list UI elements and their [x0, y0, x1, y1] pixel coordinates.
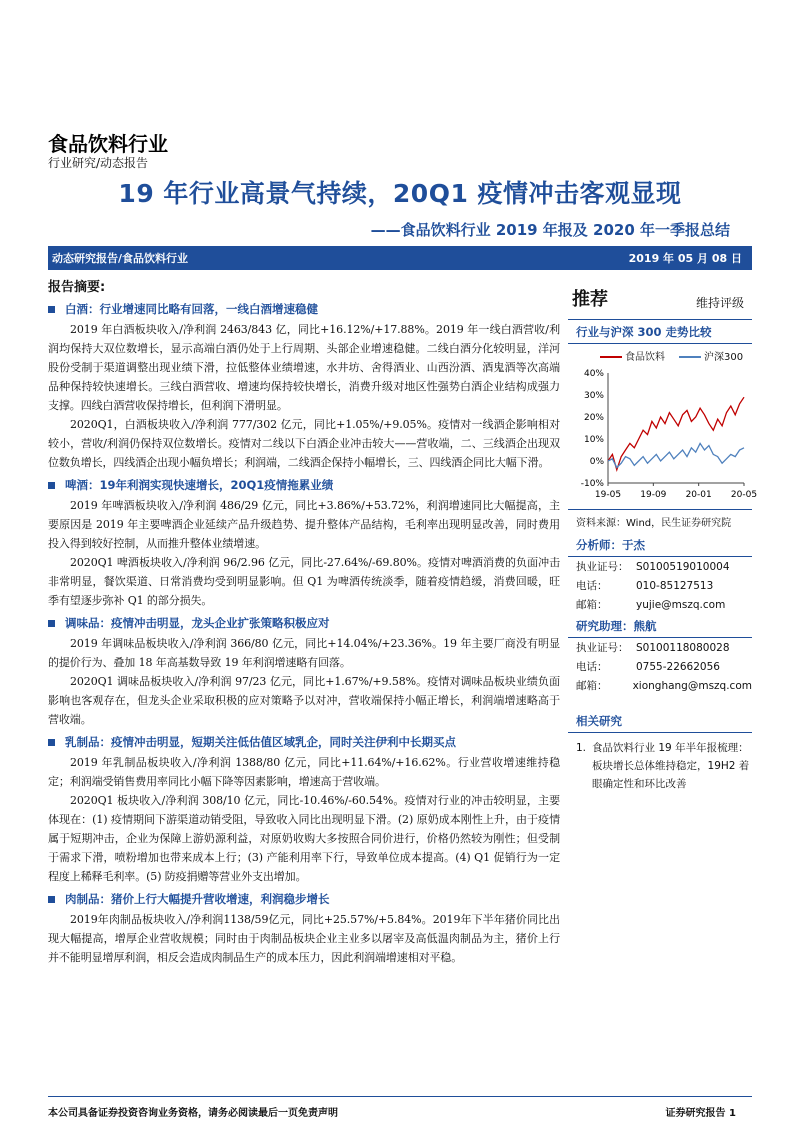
- series-line-0: [608, 397, 744, 470]
- info-row: [568, 595, 752, 614]
- section-heading-text: 乳制品：疫情冲击明显，短期关注低估值区域乳企，同时关注伊利中长期买点: [65, 735, 456, 749]
- info-value: 010-85127513: [636, 579, 714, 592]
- section-heading-text: 肉制品：猪价上行大幅提升营收增速，利润稳步增长: [65, 892, 330, 906]
- info-key: 邮箱：: [576, 599, 608, 611]
- rating-label: 推荐: [572, 289, 608, 310]
- header-band: [48, 246, 752, 270]
- chart-wrap: [568, 344, 758, 507]
- footer-disclaimer: 本公司具备证券投资咨询业务资格，请务必阅读最后一页免责声明: [48, 1108, 338, 1119]
- sidebar: [568, 276, 758, 793]
- legend-item-hs300: [679, 348, 743, 363]
- analyst-info: [568, 557, 752, 614]
- info-value: S0100519010004: [636, 560, 730, 573]
- info-key: 执业证号：: [576, 642, 629, 654]
- section-heading: [48, 477, 560, 493]
- y-tick-label: 20%: [583, 413, 604, 423]
- bullet-icon: [48, 739, 55, 746]
- footer-page: 证券研究报告 1: [665, 1108, 736, 1119]
- section-paragraph: 2019 年乳制品板块收入/净利润 1388/80 亿元，同比+11.64%/+16.62%。行业营收增速维持稳定；利润端受销售费用率同比小幅下降等因素影响，增速高于营收端。: [48, 756, 560, 788]
- section-heading-text: 调味品：疫情冲击明显，龙头企业扩张策略积极应对: [65, 616, 330, 630]
- section-paragraph: 2020Q1 啤酒板块收入/净利润 96/2.96 亿元，同比-27.64%/-69.80%。疫情对啤酒消费的负面冲击非常明显，餐饮渠道、日常消费均受到明显影响。但 Q1 为啤酒传统淡季，随着疫情趋缓，消费回暖，旺季有望逐步弥补 Q1 的部分损失。: [48, 556, 560, 607]
- trend-chart: [568, 363, 758, 503]
- legend-label: 食品饮料: [625, 352, 665, 363]
- info-row: [568, 676, 752, 695]
- section-heading: [48, 891, 560, 907]
- section-paragraph: 2019 年白酒板块收入/净利润 2463/843 亿，同比+16.12%/+17.88%。2019 年一线白酒营收/利润均保持大双位数增长，显示高端白酒仍处于上行周期、头部企业增速稳健。二线白酒分化较明显，洋河股份受制于渠道调整出现业绩下滑，拉低整体业绩增速，水井坊、舍得酒业、山西汾酒、酒鬼酒等次高端品种保持较快速增长。三线白酒营收、增速均保持较快增长，消费升级对地区性强势白酒企业结构成强力支撑。四线白酒营收保持增长，但利润下滑明显。: [48, 323, 560, 412]
- sections-container: [48, 301, 560, 967]
- bullet-icon: [48, 620, 55, 627]
- info-row: [568, 638, 752, 657]
- info-row: [568, 657, 752, 676]
- abstract-column: [48, 276, 560, 967]
- bullet-icon: [48, 896, 55, 903]
- footer-divider: [48, 1096, 752, 1097]
- y-tick-label: 10%: [583, 435, 604, 445]
- section-heading-text: 白酒：行业增速同比略有回落，一线白酒增速稳健: [65, 302, 318, 316]
- bullet-icon: [48, 482, 55, 489]
- series-line-1: [608, 443, 744, 467]
- abstract-heading: 报告摘要:: [48, 280, 106, 295]
- related-heading: 相关研究: [568, 709, 752, 733]
- x-tick-label: 20-05: [730, 490, 758, 500]
- section-paragraph: 2020Q1 板块收入/净利润 308/10 亿元，同比-10.46%/-60.54%。疫情对行业的冲击较明显，主要体现在：(1) 疫情期间下游渠道动销受阻，导致收入同比出现明显下滑。(2) 原奶成本刚性上升，由于疫情属于短期冲击，企业为保障上游奶源利益，对原奶收购大多按照合同价进行，价格仍然较为刚性；但受制于需求下滑，喷粉增加也带来成本上行；(3) 产能利用率下行，导致单位成本提高。(4) Q1 促销行为一定程度上稀释毛利率。(5) 防疫捐赠等营业外支出增加。: [48, 794, 560, 883]
- section-heading: [48, 734, 560, 750]
- related-item[interactable]: [568, 733, 752, 793]
- band-date: 2019 年 05 月 08 日: [628, 252, 742, 265]
- info-value: yujie@mszq.com: [636, 598, 726, 611]
- info-value: 0755-22662056: [636, 660, 720, 673]
- section-heading-text: 啤酒：19年利润实现快速增长，20Q1疫情拖累业绩: [65, 478, 334, 492]
- rating-status: 维持评级: [695, 296, 744, 310]
- y-tick-label: 40%: [583, 369, 604, 379]
- assistant-heading: 研究助理：熊航: [568, 614, 752, 638]
- section-paragraph: 2019年肉制品板块收入/净利润1138/59亿元，同比+25.57%/+5.84%。2019年下半年猪价同比出现大幅提高，增厚企业营收规模；同时由于肉制品板块企业主业多以屠宰及高低温肉制品为主，猪价上行并不能明显增厚利润，相反会造成肉制品生产的成本压力，因此利润端增速相对平稳。: [48, 913, 560, 964]
- legend-swatch: [679, 356, 701, 358]
- main-title: 19 年行业高景气持续，20Q1 疫情冲击客观显现: [118, 179, 682, 208]
- section-paragraph: 2020Q1，白酒板块收入/净利润 777/302 亿元，同比+1.05%/+9.05%。疫情对一线酒企影响相对较小，营收/利润仍保持双位数增长。疫情对二线以下白酒企业冲击较大——营收端，二、三线酒企出现双位数负增长，四线酒企出现小幅负增长；利润端，二线酒企保持小幅增长，三、四线酒企同比大幅下滑。: [48, 418, 560, 469]
- info-row: [568, 557, 752, 576]
- y-tick-label: 30%: [583, 391, 604, 401]
- industry-title: 食品饮料行业: [48, 132, 168, 156]
- info-key: 电话：: [576, 661, 608, 673]
- legend-swatch: [600, 356, 622, 358]
- legend-item-food: [600, 348, 665, 363]
- bullet-icon: [48, 306, 55, 313]
- report-type: 行业研究/动态报告: [48, 156, 149, 170]
- chart-source: 资料来源：Wind，民生证券研究院: [568, 509, 752, 533]
- info-row: [568, 576, 752, 595]
- chart-heading: 行业与沪深 300 走势比较: [568, 320, 752, 344]
- x-tick-label: 19-09: [640, 490, 667, 500]
- section-paragraph: 2019 年啤酒板块收入/净利润 486/29 亿元，同比+3.86%/+53.72%，利润增速同比大幅提高，主要原因是 2019 年主要啤酒企业延续产品升级趋势、提升整体产品结构，毛利率出现明显改善，同时费用投入得到较好控制，从而推升整体业绩增速。: [48, 499, 560, 550]
- rating-box: [568, 276, 752, 320]
- x-tick-label: 19-05: [594, 490, 622, 500]
- section-heading: [48, 301, 560, 317]
- info-key: 执业证号：: [576, 561, 629, 573]
- section-heading: [48, 615, 560, 631]
- info-key: 电话：: [576, 580, 608, 592]
- band-category: 动态研究报告/食品饮料行业: [52, 252, 189, 265]
- related-list: [568, 733, 752, 793]
- subtitle: ——食品饮料行业 2019 年报及 2020 年一季报总结: [370, 221, 730, 239]
- info-value: S0100118080028: [636, 641, 730, 654]
- assistant-info: [568, 638, 752, 695]
- x-tick-label: 20-01: [685, 490, 712, 500]
- y-tick-label: -10%: [580, 479, 604, 489]
- legend-label: 沪深300: [704, 352, 744, 363]
- section-paragraph: 2019 年调味品板块收入/净利润 366/80 亿元，同比+14.04%/+23.36%。19 年主要厂商没有明显的提价行为、叠加 18 年高基数导致 19 年利润增速略有回落。: [48, 637, 560, 669]
- y-tick-label: 0%: [589, 457, 604, 467]
- analyst-heading: 分析师：于杰: [568, 533, 752, 557]
- section-paragraph: 2020Q1 调味品板块收入/净利润 97/23 亿元，同比+1.67%/+9.58%。疫情对调味品板块业绩负面影响也客观存在，但龙头企业采取积极的应对策略予以对冲，营收端保持小幅正增长，利润端增速略高于营收端。: [48, 675, 560, 726]
- chart-legend: [568, 348, 752, 363]
- related-num: 1.: [576, 742, 587, 754]
- info-key: 邮箱：: [576, 680, 608, 692]
- related-text: 食品饮料行业 19 年半年报梳理：板块增长总体维持稳定，19H2 着眼确定性和环比改善: [592, 742, 750, 790]
- info-value: xionghang@mszq.com: [632, 679, 752, 692]
